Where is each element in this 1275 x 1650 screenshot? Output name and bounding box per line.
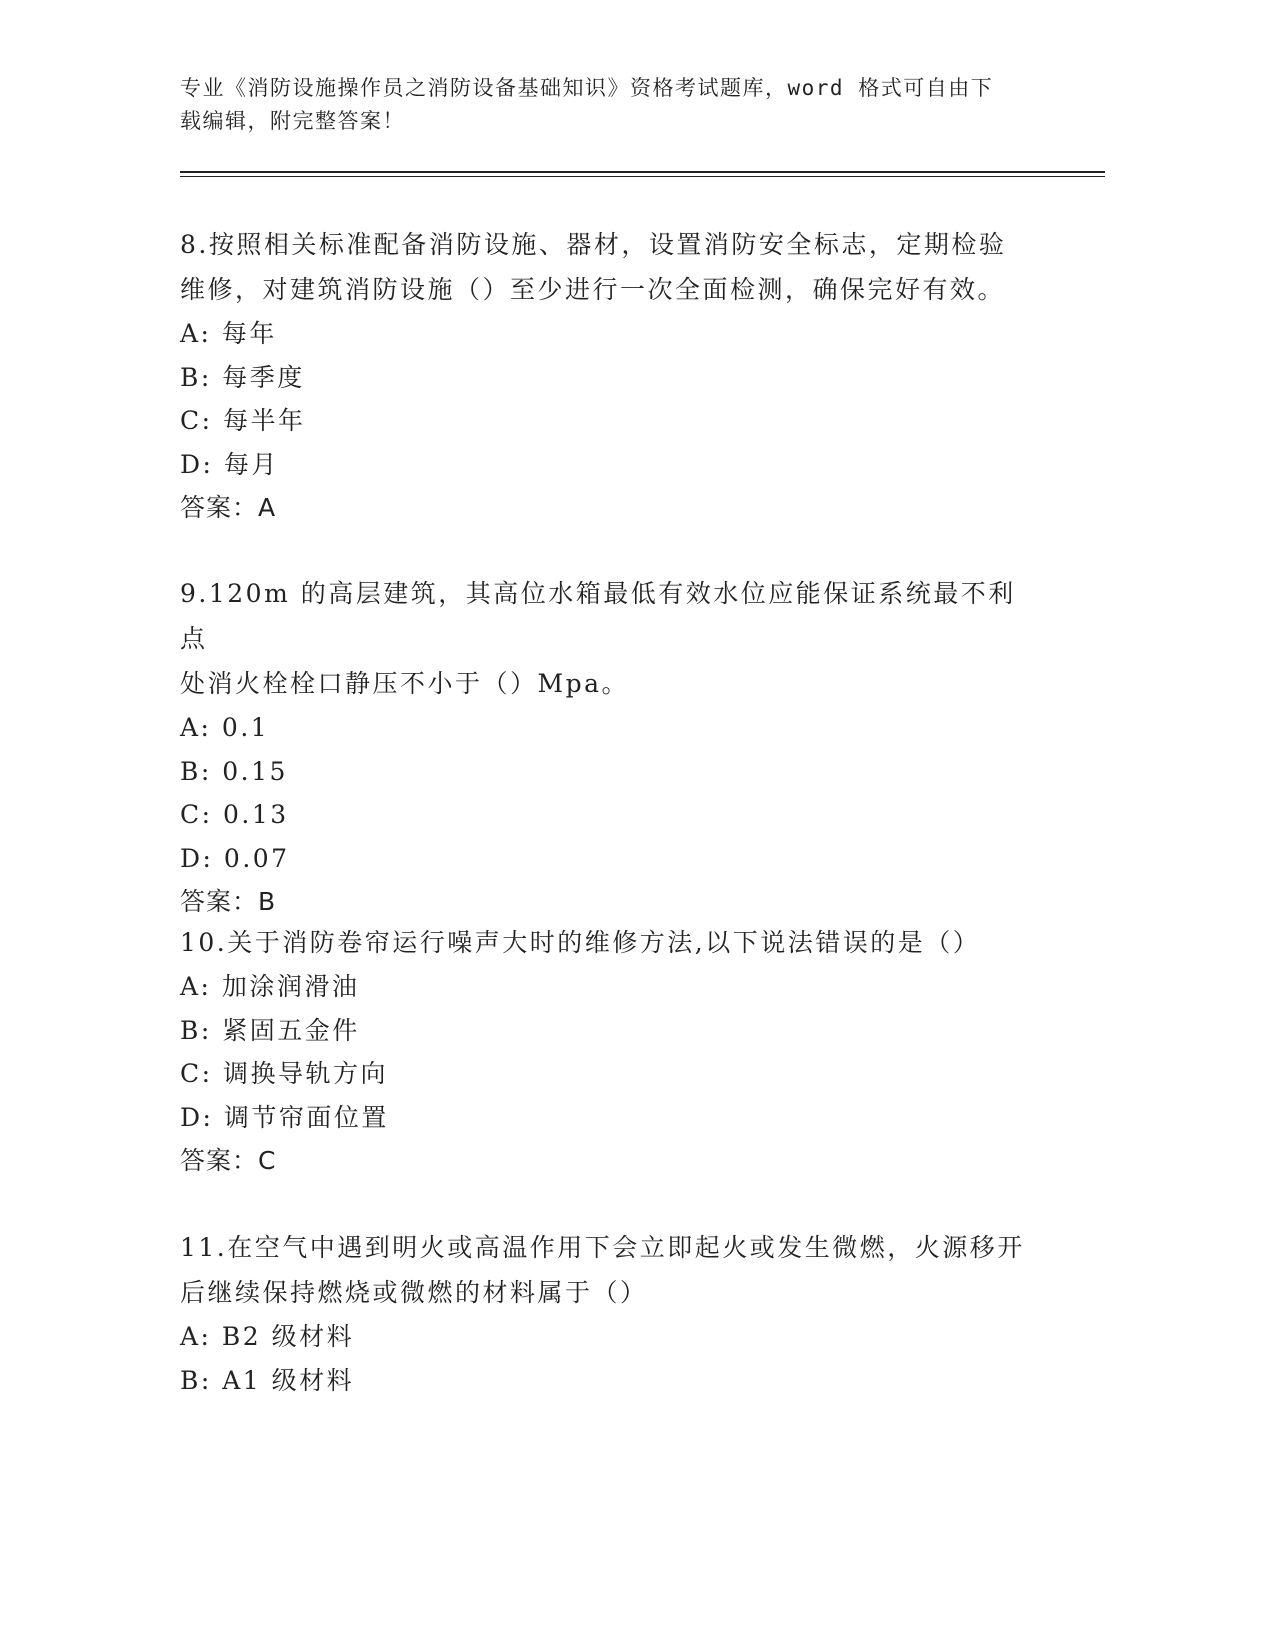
option-b: B: 紧固五金件 — [180, 1015, 360, 1045]
question-stem-line: 后继续保持燃烧或微燃的材料属于（） — [180, 1278, 648, 1307]
header-divider-thin — [180, 176, 1105, 177]
question-stem-line: 维修，对建筑消防设施（）至少进行一次全面检测，确保完好有效。 — [180, 275, 1006, 304]
option-a: A: 每年 — [180, 319, 277, 348]
header-line-2: 载编辑，附完整答案！ — [180, 109, 405, 133]
option-a: A: B2 级材料 — [180, 1322, 355, 1351]
option-c: C: 每半年 — [180, 406, 306, 435]
question-stem-line: 10.关于消防卷帘运行噪声大时的维修方法,以下说法错误的是（） — [180, 928, 981, 957]
answer: 答案：C — [180, 1146, 277, 1175]
option-c: C: 调换导轨方向 — [180, 1059, 388, 1088]
option-a: A: 加涂润滑油 — [180, 972, 360, 1001]
header-line-1: 专业《消防设施操作员之消防设备基础知识》资格考试题库，word 格式可自由下 — [180, 76, 994, 100]
answer: 答案：A — [180, 493, 277, 522]
answer: 答案：B — [180, 887, 277, 916]
document-header — [180, 72, 1040, 138]
option-b: B: 0.15 — [180, 756, 288, 786]
option-b: B: A1 级材料 — [180, 1365, 355, 1395]
question-10 — [180, 920, 1040, 1183]
question-stem-line: 9.120m 的高层建筑，其高位水箱最低有效水位应能保证系统最不利点 — [180, 579, 1016, 653]
option-d: D: 调节帘面位置 — [180, 1102, 389, 1132]
option-b: B: 每季度 — [180, 362, 305, 392]
question-11 — [180, 1225, 1040, 1402]
header-divider-thick — [180, 171, 1105, 173]
question-stem-line: 处消火栓栓口静压不小于（）Mpa。 — [180, 669, 630, 698]
option-c: C: 0.13 — [180, 800, 289, 829]
question-9 — [180, 571, 1040, 924]
option-d: D: 0.07 — [180, 843, 290, 873]
question-8 — [180, 222, 1040, 530]
question-stem-line: 8.按照相关标准配备消防设施、器材，设置消防安全标志，定期检验 — [180, 230, 1007, 259]
option-d: D: 每月 — [180, 449, 279, 479]
question-stem-line: 11.在空气中遇到明火或高温作用下会立即起火或发生微燃，火源移开 — [180, 1233, 1025, 1262]
option-a: A: 0.1 — [180, 713, 270, 742]
